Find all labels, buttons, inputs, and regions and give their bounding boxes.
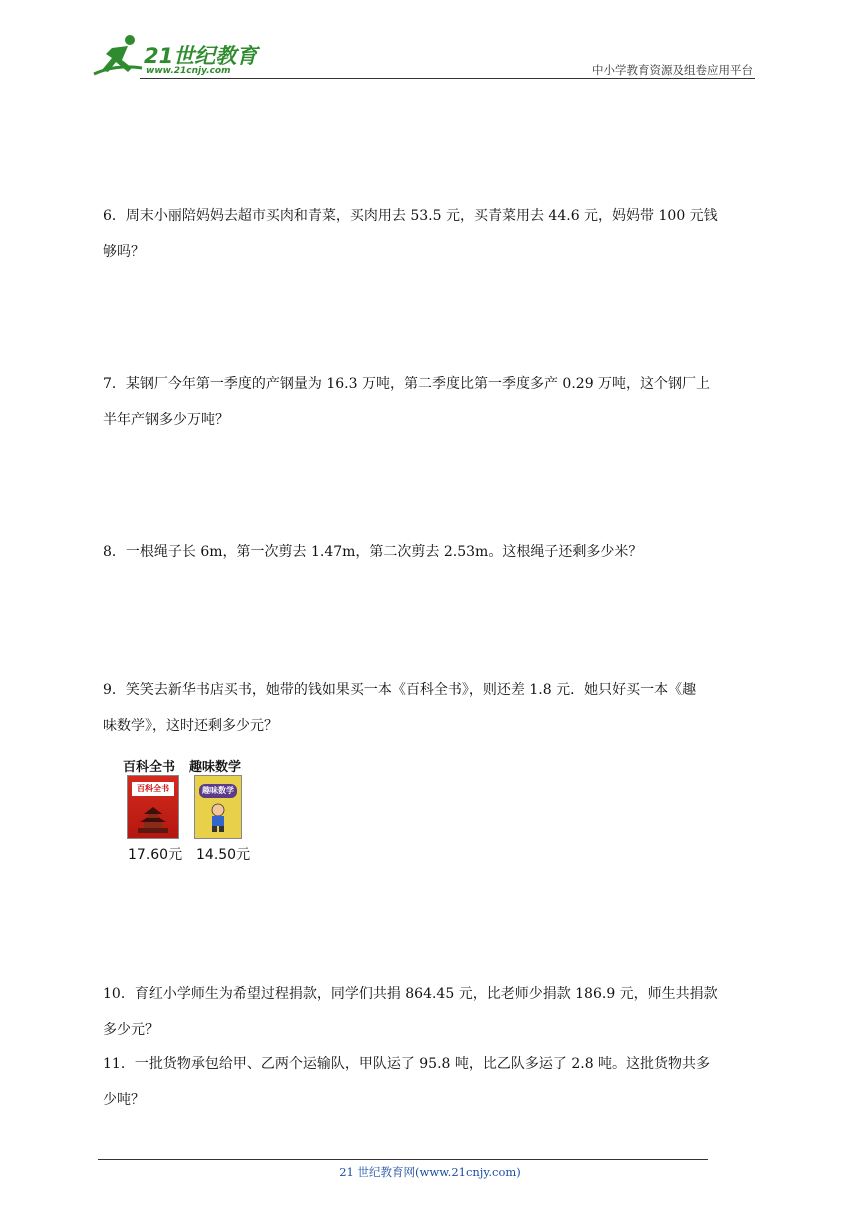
runner-logo-icon	[92, 34, 144, 78]
question-text: 11．一批货物承包给甲、乙两个运输队，甲队运了 95.8 吨，比乙队多运了 2.8 吨。这批货物共多	[103, 1056, 711, 1072]
question-7	[103, 366, 763, 438]
question-text: 8．一根绳子长 6m，第一次剪去 1.47m，第二次剪去 2.53m。这根绳子还剩多少米？	[103, 544, 643, 560]
question-text: 味数学》，这时还剩多少元？	[103, 718, 278, 734]
question-text: 9．笑笑去新华书店买书，她带的钱如果买一本《百科全书》，则还差 1.8 元．她只好买一本《趣	[103, 682, 697, 698]
question-text: 半年产钢多少万吨？	[103, 412, 229, 428]
book-title-fun-math: 趣味数学	[189, 760, 242, 775]
books-figure	[118, 754, 258, 866]
question-text: 够吗？	[103, 244, 145, 260]
question-text: 6．周末小丽陪妈妈去超市买肉和青菜，买肉用去 53.5 元，买青菜用去 44.6 元，妈妈带 100 元钱	[103, 208, 718, 224]
encyclopedia-cover	[127, 775, 179, 839]
question-8	[103, 534, 763, 570]
logo-text: 21世纪教育	[144, 44, 258, 68]
footer-divider	[98, 1159, 708, 1160]
question-text: 多少元？	[103, 1022, 159, 1038]
header-divider	[140, 78, 755, 79]
footer-text: 21 世纪教育网(www.21cnjy.com)	[339, 1165, 521, 1179]
fun-math-cover	[194, 775, 242, 839]
price-fun-math: 14.50元	[196, 847, 251, 863]
question-10	[103, 976, 763, 1048]
cartoon-kid-icon	[205, 802, 231, 834]
question-text: 7．某钢厂今年第一季度的产钢量为 16.3 万吨，第二季度比第一季度多产 0.29 万吨，这个钢厂上	[103, 376, 711, 392]
cover-label: 趣味数学	[199, 784, 237, 798]
book-title-encyclopedia: 百科全书	[123, 760, 176, 775]
question-text: 少吨？	[103, 1092, 145, 1108]
logo-subtext: www.21cnjy.com	[146, 66, 231, 76]
page-header	[0, 0, 860, 90]
logo	[92, 34, 262, 80]
question-11	[103, 1046, 763, 1118]
question-text: 10．育红小学师生为希望过程捐款，同学们共捐 864.45 元，比老师少捐款 186.9 元，师生共捐款	[103, 986, 718, 1002]
question-6	[103, 198, 763, 270]
temple-icon	[136, 802, 170, 834]
question-9	[103, 672, 763, 744]
cover-label: 百科全书	[132, 782, 174, 796]
price-encyclopedia: 17.60元	[128, 847, 183, 863]
platform-name: 中小学教育资源及组卷应用平台	[592, 63, 753, 77]
